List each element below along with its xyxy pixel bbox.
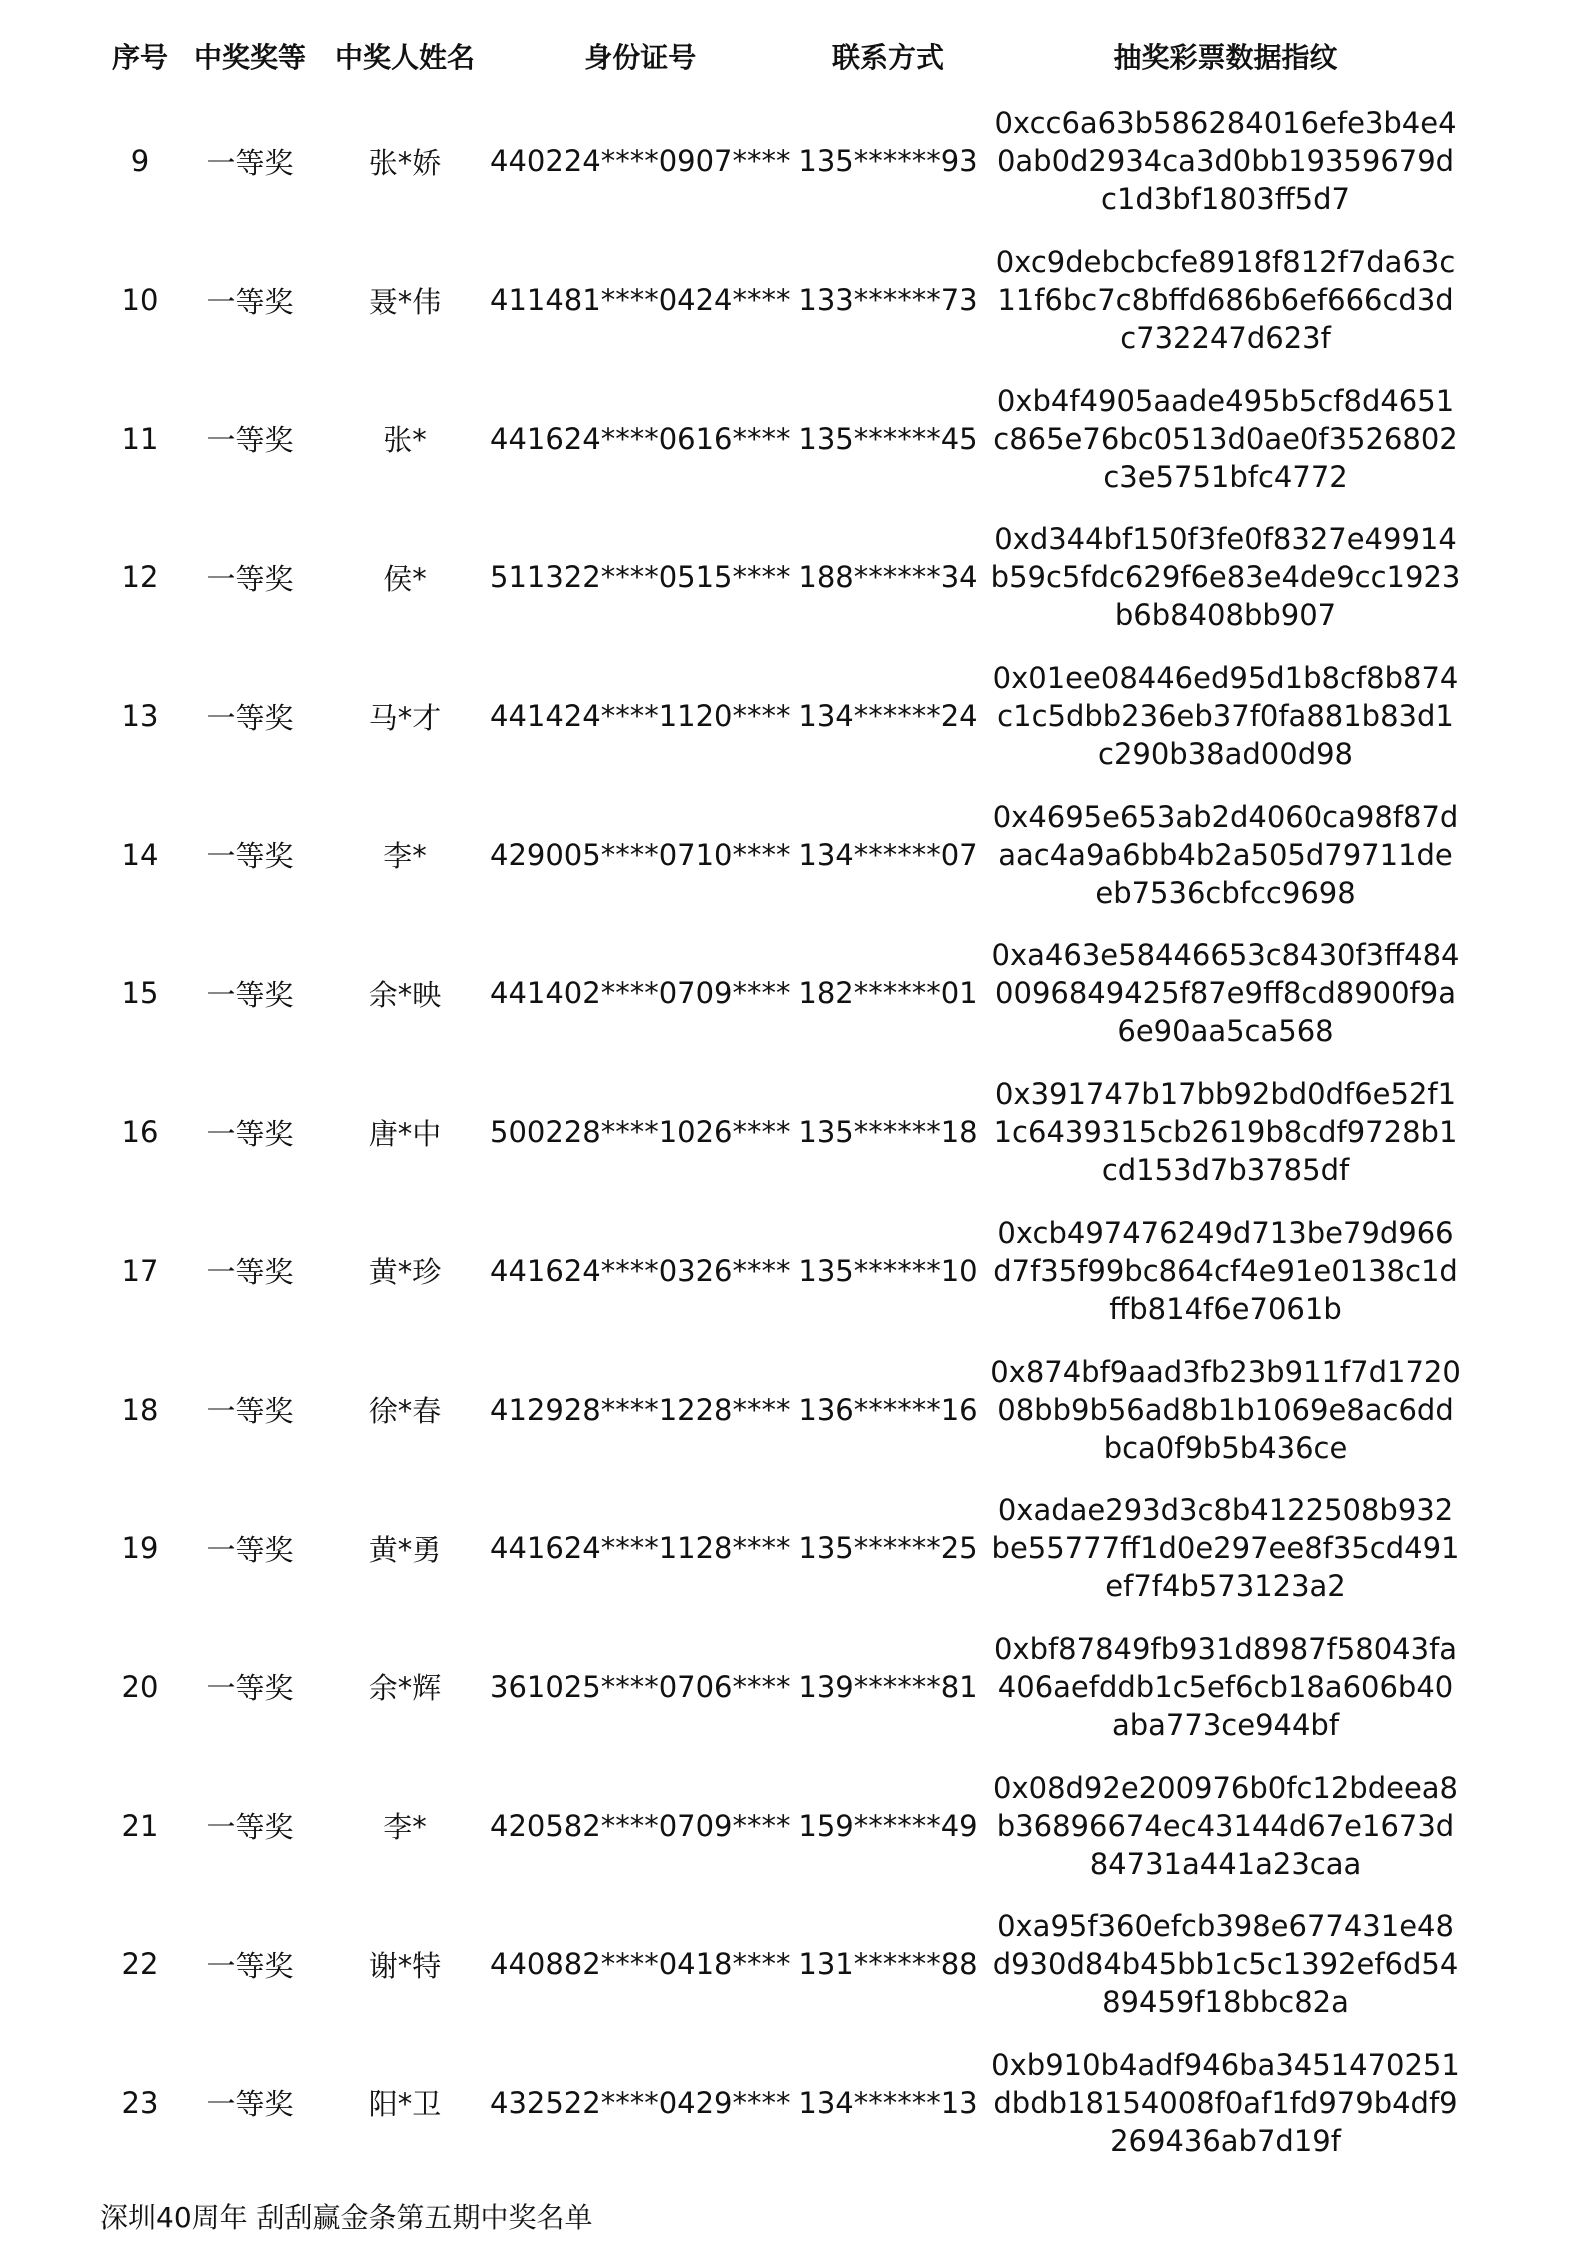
cell-id-number: 411481****0424**** (490, 283, 791, 318)
cell-id-number: 440224****0907**** (490, 144, 791, 179)
cell-id-number: 440882****0418**** (490, 1947, 791, 1982)
cell-seq: 12 (121, 560, 159, 595)
cell-fingerprint: 0x391747b17bb92bd0df6e52f11c6439315cb2619b8cdf9728b1cd153d7b3785df (993, 1077, 1458, 1188)
cell-id-number: 432522****0429**** (490, 2085, 791, 2120)
cell-prize-tier: 一等奖 (206, 561, 294, 596)
table-row (100, 1479, 1466, 1618)
cell-fingerprint: 0xcb497476249d713be79d966d7f35f99bc864cf4e91e0138c1dffb814f6e7061b (993, 1215, 1458, 1326)
cell-seq: 18 (121, 1392, 159, 1427)
cell-fingerprint: 0xb4f4905aade495b5cf8d4651c865e76bc0513d0ae0f3526802c3e5751bfc4772 (993, 383, 1458, 494)
table-header-row (100, 20, 1466, 92)
cell-fingerprint: 0x874bf9aad3fb23b911f7d172008bb9b56ad8b1b1069e8ac6ddbca0f9b5b436ce (990, 1354, 1461, 1465)
cell-prize-tier: 一等奖 (206, 1394, 294, 1429)
header-contact: 联系方式 (832, 41, 945, 74)
header-prize-tier: 中奖奖等 (193, 41, 306, 74)
cell-winner-name: 唐*中 (368, 1116, 442, 1151)
cell-prize-tier: 一等奖 (206, 1255, 294, 1290)
cell-id-number: 441402****0709**** (490, 976, 791, 1011)
cell-id-number: 412928****1228**** (490, 1392, 791, 1427)
header-winner-name: 中奖人姓名 (334, 41, 475, 74)
cell-prize-tier: 一等奖 (206, 1948, 294, 1983)
cell-winner-name: 谢*特 (368, 1948, 442, 1983)
cell-seq: 13 (121, 699, 159, 734)
table-row (100, 1895, 1466, 2034)
cell-contact: 135******93 (798, 144, 978, 179)
cell-seq: 23 (121, 2085, 159, 2120)
cell-contact: 135******10 (798, 1253, 978, 1288)
cell-id-number: 441624****1128**** (490, 1531, 791, 1566)
cell-winner-name: 聂*伟 (368, 284, 442, 319)
cell-id-number: 441424****1120**** (490, 699, 791, 734)
cell-winner-name: 徐*春 (368, 1394, 442, 1429)
table-row (100, 924, 1466, 1063)
cell-contact: 182******01 (798, 976, 978, 1011)
header-seq: 序号 (111, 41, 168, 74)
table-row (100, 785, 1466, 924)
cell-fingerprint: 0x4695e653ab2d4060ca98f87daac4a9a6bb4b2a505d79711deeb7536cbfcc9698 (992, 799, 1459, 910)
cell-seq: 11 (121, 421, 159, 456)
table-row (100, 369, 1466, 508)
header-fingerprint: 抽奖彩票数据指纹 (1113, 41, 1338, 74)
cell-winner-name: 侯* (383, 561, 427, 596)
table-row (100, 508, 1466, 647)
table-row (100, 1063, 1466, 1202)
cell-prize-tier: 一等奖 (206, 2087, 294, 2122)
cell-winner-name: 黄*珍 (368, 1255, 442, 1290)
table-row (100, 1202, 1466, 1341)
cell-prize-tier: 一等奖 (206, 1116, 294, 1151)
cell-fingerprint: 0x01ee08446ed95d1b8cf8b874c1c5dbb236eb37f0fa881b83d1c290b38ad00d98 (992, 661, 1459, 772)
cell-fingerprint: 0x08d92e200976b0fc12bdeea8b36896674ec43144d67e1673d84731a441a23caa (993, 1770, 1459, 1881)
document-footer-caption: 深圳40周年 刮刮赢金条第五期中奖名单 (100, 2201, 593, 2234)
winners-table (100, 20, 1466, 2172)
cell-winner-name: 李* (383, 1810, 427, 1845)
cell-contact: 134******13 (798, 2085, 978, 2120)
cell-contact: 135******18 (798, 1115, 978, 1150)
cell-contact: 134******24 (798, 699, 978, 734)
cell-seq: 15 (121, 976, 159, 1011)
cell-seq: 10 (121, 283, 159, 318)
cell-fingerprint: 0xa95f360efcb398e677431e48d930d84b45bb1c5c1392ef6d5489459f18bbc82a (992, 1909, 1459, 2020)
cell-fingerprint: 0xa463e58446653c8430f3ff4840096849425f87e9ff8cd8900f9a6e90aa5ca568 (991, 938, 1460, 1049)
cell-winner-name: 张*娇 (368, 145, 442, 180)
cell-seq: 19 (121, 1531, 159, 1566)
cell-id-number: 441624****0326**** (490, 1253, 791, 1288)
cell-fingerprint: 0xb910b4adf946ba3451470251dbdb18154008f0af1fd979b4df9269436ab7d19f (991, 2047, 1460, 2158)
cell-seq: 17 (121, 1253, 159, 1288)
cell-contact: 135******25 (798, 1531, 978, 1566)
cell-winner-name: 李* (383, 839, 427, 874)
cell-winner-name: 黄*勇 (368, 1532, 442, 1567)
header-id-number: 身份证号 (584, 41, 697, 74)
cell-id-number: 420582****0709**** (490, 1808, 791, 1843)
cell-contact: 135******45 (798, 421, 978, 456)
cell-seq: 21 (121, 1808, 159, 1843)
cell-winner-name: 张* (383, 423, 427, 458)
cell-winner-name: 阳*卫 (368, 2087, 442, 2122)
cell-contact: 136******16 (798, 1392, 978, 1427)
cell-prize-tier: 一等奖 (206, 1810, 294, 1845)
cell-fingerprint: 0xd344bf150f3fe0f8327e49914b59c5fdc629f6e83e4de9cc1923b6b8408bb907 (990, 522, 1461, 633)
cell-winner-name: 余*辉 (368, 1671, 442, 1706)
table-row (100, 2034, 1466, 2173)
cell-prize-tier: 一等奖 (206, 145, 294, 180)
cell-id-number: 511322****0515**** (490, 560, 791, 595)
cell-prize-tier: 一等奖 (206, 700, 294, 735)
cell-contact: 133******73 (798, 283, 978, 318)
table-row (100, 647, 1466, 786)
table-row (100, 1340, 1466, 1479)
cell-prize-tier: 一等奖 (206, 839, 294, 874)
table-row (100, 1756, 1466, 1895)
table-row (100, 231, 1466, 370)
cell-fingerprint: 0xadae293d3c8b4122508b932be55777ff1d0e297ee8f35cd491ef7f4b573123a2 (991, 1493, 1460, 1604)
cell-prize-tier: 一等奖 (206, 977, 294, 1012)
cell-id-number: 361025****0706**** (490, 1669, 791, 1704)
cell-contact: 139******81 (798, 1669, 978, 1704)
cell-contact: 134******07 (798, 837, 978, 872)
cell-prize-tier: 一等奖 (206, 423, 294, 458)
cell-seq: 14 (121, 837, 159, 872)
cell-contact: 159******49 (798, 1808, 978, 1843)
cell-winner-name: 马*才 (368, 700, 442, 735)
cell-contact: 131******88 (798, 1947, 978, 1982)
cell-seq: 9 (130, 144, 150, 179)
table-row (100, 92, 1466, 231)
cell-id-number: 500228****1026**** (490, 1115, 791, 1150)
cell-seq: 22 (121, 1947, 159, 1982)
cell-fingerprint: 0xcc6a63b586284016efe3b4e40ab0d2934ca3d0bb19359679dc1d3bf1803ff5d7 (994, 106, 1457, 217)
cell-prize-tier: 一等奖 (206, 1671, 294, 1706)
cell-winner-name: 余*映 (368, 977, 442, 1012)
cell-contact: 188******34 (798, 560, 978, 595)
cell-id-number: 429005****0710**** (490, 837, 791, 872)
cell-prize-tier: 一等奖 (206, 284, 294, 319)
cell-fingerprint: 0xbf87849fb931d8987f58043fa406aefddb1c5ef6cb18a606b40aba773ce944bf (993, 1631, 1458, 1742)
cell-prize-tier: 一等奖 (206, 1532, 294, 1567)
table-row (100, 1618, 1466, 1757)
cell-seq: 16 (121, 1115, 159, 1150)
cell-fingerprint: 0xc9debcbcfe8918f812f7da63c11f6bc7c8bffd686b6ef666cd3dc732247d623f (995, 245, 1456, 356)
cell-seq: 20 (121, 1669, 159, 1704)
cell-id-number: 441624****0616**** (490, 421, 791, 456)
